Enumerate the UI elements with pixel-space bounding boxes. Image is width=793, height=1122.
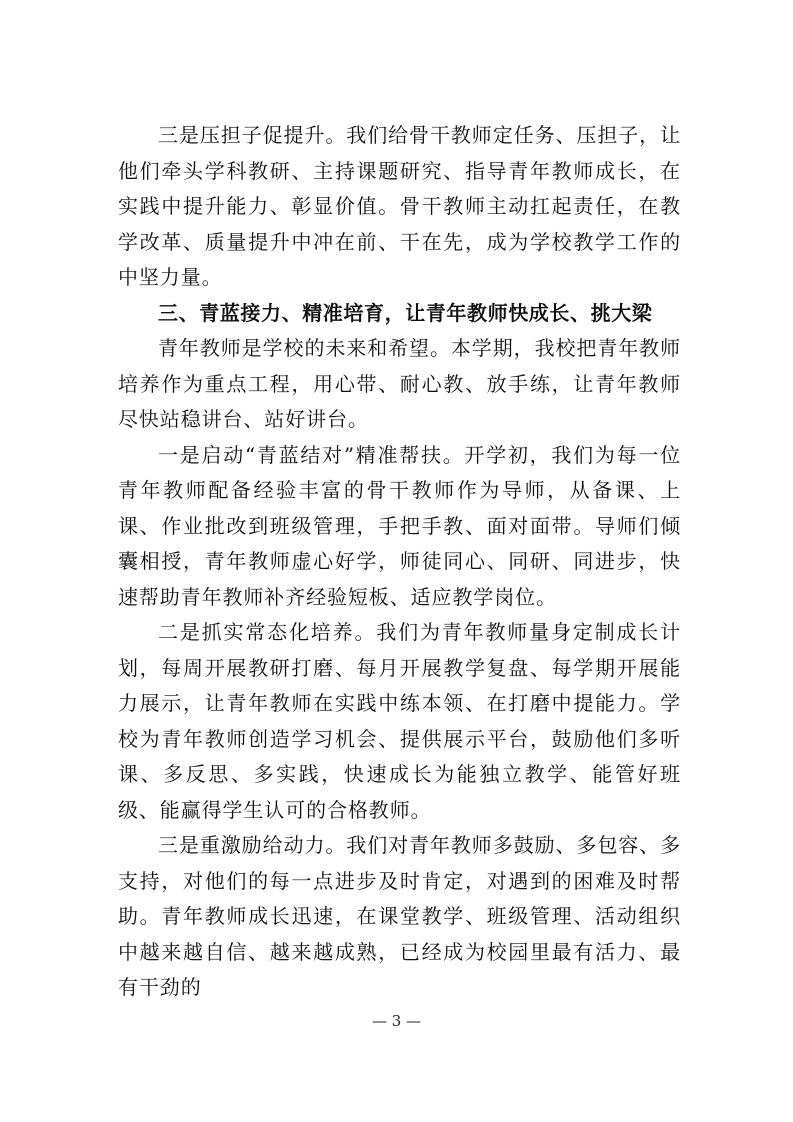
paragraph-backbone-pressure: 三是压担子促提升。我们给骨干教师定任务、压担子，让他们牵头学科教研、主持课题研究、指导青年教师成长，在实践中提升能力、彰显价值。骨干教师主动扛起责任，在教学改革、质量提升中冲在前、干在先，成为学校教学工作的中坚力量。 <box>118 123 681 289</box>
document-body <box>118 118 681 1006</box>
section-heading-young-teachers: 三、青蓝接力、精准培育，让青年教师快成长、挑大梁 <box>158 300 653 325</box>
paragraph-young-teachers-intro: 青年教师是学校的未来和希望。本学期，我校把青年教师培养作为重点工程，用心带、耐心教、放手练，让青年教师尽快站稳讲台、站好讲台。 <box>118 336 681 431</box>
paragraph-mentor-pairing: 一是启动“青蓝结对”精准帮扶。开学初，我们为每一位青年教师配备经验丰富的骨干教师作为导师，从备课、上课、作业批改到班级管理，手把手教、面对面带。导师们倾囊相授，青年教师虚心好学，师徒同心、同研、同进步，快速帮助青年教师补齐经验短板、适应教学岗位。 <box>118 442 681 609</box>
page-number: — 3 — <box>371 1012 422 1030</box>
paragraph-incentives: 三是重激励给动力。我们对青年教师多鼓励、多包容、多支持，对他们的每一点进步及时肯定，对遇到的困难及时帮助。青年教师成长迅速，在课堂教学、班级管理、活动组织中越来越自信、越来越成熟，已经成为校园里最有活力、最有干劲的 <box>118 833 681 999</box>
paragraph-regular-training: 二是抓实常态化培养。我们为青年教师量身定制成长计划，每周开展教研打磨、每月开展教学复盘、每学期开展能力展示，让青年教师在实践中练本领、在打磨中提能力。学校为青年教师创造学习机会、提供展示平台，鼓励他们多听课、多反思、多实践，快速成长为能独立教学、能管好班级、能赢得学生认可的合格教师。 <box>118 620 681 822</box>
